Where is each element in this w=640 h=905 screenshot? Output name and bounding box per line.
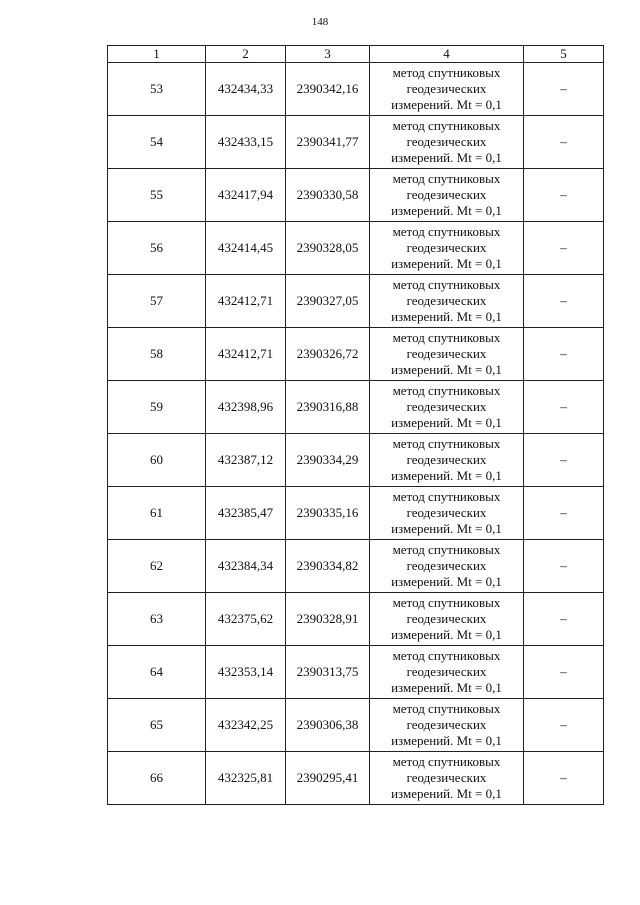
table-row — [108, 540, 604, 593]
point-number-cell: 54 — [108, 116, 206, 169]
y-coordinate-cell: 2390306,38 — [286, 699, 370, 752]
x-coordinate-cell: 432325,81 — [206, 752, 286, 805]
x-coordinate-cell: 432414,45 — [206, 222, 286, 275]
method-cell — [370, 752, 524, 805]
table-row — [108, 487, 604, 540]
method-text-line: геодезических — [406, 81, 487, 96]
method-text-line: геодезических — [406, 717, 487, 732]
method-text-line: метод спутниковых — [392, 118, 501, 133]
method-text-line: измерений. Mt = 0,1 — [391, 150, 502, 165]
y-coordinate-cell: 2390326,72 — [286, 328, 370, 381]
point-number-cell: 66 — [108, 752, 206, 805]
point-number-cell: 65 — [108, 699, 206, 752]
method-text-line: метод спутниковых — [392, 171, 501, 186]
table-row — [108, 699, 604, 752]
x-coordinate-cell: 432342,25 — [206, 699, 286, 752]
method-text-line: геодезических — [406, 558, 487, 573]
column-5-cell: – — [524, 116, 604, 169]
y-coordinate-cell: 2390335,16 — [286, 487, 370, 540]
y-coordinate-cell: 2390295,41 — [286, 752, 370, 805]
method-text-line: геодезических — [406, 770, 487, 785]
method-text-line: метод спутниковых — [392, 754, 501, 769]
point-number-cell: 60 — [108, 434, 206, 487]
point-number-cell: 57 — [108, 275, 206, 328]
column-5-cell: – — [524, 222, 604, 275]
method-text-line: измерений. Mt = 0,1 — [391, 309, 502, 324]
method-text-line: измерений. Mt = 0,1 — [391, 680, 502, 695]
method-text-line: измерений. Mt = 0,1 — [391, 627, 502, 642]
page-number: 148 — [311, 16, 329, 28]
table-row — [108, 275, 604, 328]
method-text-line: измерений. Mt = 0,1 — [391, 733, 502, 748]
x-coordinate-cell: 432412,71 — [206, 328, 286, 381]
column-header-5: 5 — [524, 46, 604, 63]
column-5-cell: – — [524, 275, 604, 328]
table-row — [108, 381, 604, 434]
method-text-line: измерений. Mt = 0,1 — [391, 574, 502, 589]
method-text-line: измерений. Mt = 0,1 — [391, 203, 502, 218]
x-coordinate-cell: 432385,47 — [206, 487, 286, 540]
x-coordinate-cell: 432433,15 — [206, 116, 286, 169]
table-row — [108, 63, 604, 116]
method-text-line: измерений. Mt = 0,1 — [391, 468, 502, 483]
table-row — [108, 116, 604, 169]
method-cell — [370, 328, 524, 381]
coordinates-table — [107, 45, 604, 805]
method-text-line: геодезических — [406, 664, 487, 679]
column-header-4: 4 — [370, 46, 524, 63]
method-text-line: метод спутниковых — [392, 489, 501, 504]
method-text-line: измерений. Mt = 0,1 — [391, 256, 502, 271]
method-cell — [370, 63, 524, 116]
y-coordinate-cell: 2390334,29 — [286, 434, 370, 487]
method-text-line: геодезических — [406, 452, 487, 467]
method-cell — [370, 646, 524, 699]
point-number-cell: 63 — [108, 593, 206, 646]
y-coordinate-cell: 2390328,05 — [286, 222, 370, 275]
y-coordinate-cell: 2390316,88 — [286, 381, 370, 434]
y-coordinate-cell: 2390313,75 — [286, 646, 370, 699]
method-cell — [370, 116, 524, 169]
column-5-cell: – — [524, 646, 604, 699]
method-text-line: метод спутниковых — [392, 277, 501, 292]
method-cell — [370, 699, 524, 752]
method-cell — [370, 275, 524, 328]
y-coordinate-cell: 2390342,16 — [286, 63, 370, 116]
y-coordinate-cell: 2390341,77 — [286, 116, 370, 169]
column-5-cell: – — [524, 699, 604, 752]
method-text-line: геодезических — [406, 187, 487, 202]
column-5-cell: – — [524, 487, 604, 540]
point-number-cell: 55 — [108, 169, 206, 222]
column-5-cell: – — [524, 540, 604, 593]
table-row — [108, 593, 604, 646]
method-text-line: измерений. Mt = 0,1 — [391, 786, 502, 801]
method-text-line: метод спутниковых — [392, 65, 501, 80]
column-header-1: 1 — [108, 46, 206, 63]
x-coordinate-cell: 432387,12 — [206, 434, 286, 487]
point-number-cell: 53 — [108, 63, 206, 116]
method-text-line: метод спутниковых — [392, 436, 501, 451]
method-text-line: геодезических — [406, 399, 487, 414]
column-5-cell: – — [524, 381, 604, 434]
method-text-line: метод спутниковых — [392, 330, 501, 345]
method-cell — [370, 434, 524, 487]
table-header-row — [108, 46, 604, 63]
column-5-cell: – — [524, 593, 604, 646]
method-text-line: геодезических — [406, 505, 487, 520]
x-coordinate-cell: 432375,62 — [206, 593, 286, 646]
method-text-line: измерений. Mt = 0,1 — [391, 97, 502, 112]
method-text-line: геодезических — [406, 134, 487, 149]
method-cell — [370, 381, 524, 434]
method-text-line: геодезических — [406, 240, 487, 255]
x-coordinate-cell: 432353,14 — [206, 646, 286, 699]
x-coordinate-cell: 432434,33 — [206, 63, 286, 116]
y-coordinate-cell: 2390328,91 — [286, 593, 370, 646]
method-text-line: метод спутниковых — [392, 595, 501, 610]
method-text-line: геодезических — [406, 611, 487, 626]
table-row — [108, 328, 604, 381]
method-cell — [370, 222, 524, 275]
table-row — [108, 222, 604, 275]
table-row — [108, 434, 604, 487]
point-number-cell: 61 — [108, 487, 206, 540]
column-5-cell: – — [524, 63, 604, 116]
x-coordinate-cell: 432384,34 — [206, 540, 286, 593]
point-number-cell: 56 — [108, 222, 206, 275]
column-5-cell: – — [524, 169, 604, 222]
x-coordinate-cell: 432417,94 — [206, 169, 286, 222]
method-text-line: измерений. Mt = 0,1 — [391, 362, 502, 377]
method-cell — [370, 487, 524, 540]
table-row — [108, 752, 604, 805]
method-text-line: метод спутниковых — [392, 701, 501, 716]
method-text-line: метод спутниковых — [392, 224, 501, 239]
method-text-line: метод спутниковых — [392, 542, 501, 557]
column-header-2: 2 — [206, 46, 286, 63]
y-coordinate-cell: 2390334,82 — [286, 540, 370, 593]
point-number-cell: 59 — [108, 381, 206, 434]
column-5-cell: – — [524, 434, 604, 487]
method-text-line: метод спутниковых — [392, 383, 501, 398]
method-cell — [370, 593, 524, 646]
method-text-line: измерений. Mt = 0,1 — [391, 415, 502, 430]
table-row — [108, 169, 604, 222]
point-number-cell: 58 — [108, 328, 206, 381]
column-5-cell: – — [524, 328, 604, 381]
point-number-cell: 64 — [108, 646, 206, 699]
point-number-cell: 62 — [108, 540, 206, 593]
x-coordinate-cell: 432412,71 — [206, 275, 286, 328]
method-text-line: измерений. Mt = 0,1 — [391, 521, 502, 536]
method-text-line: геодезических — [406, 346, 487, 361]
table-row — [108, 646, 604, 699]
method-text-line: геодезических — [406, 293, 487, 308]
column-header-3: 3 — [286, 46, 370, 63]
y-coordinate-cell: 2390327,05 — [286, 275, 370, 328]
method-text-line: метод спутниковых — [392, 648, 501, 663]
method-cell — [370, 540, 524, 593]
method-cell — [370, 169, 524, 222]
column-5-cell: – — [524, 752, 604, 805]
x-coordinate-cell: 432398,96 — [206, 381, 286, 434]
y-coordinate-cell: 2390330,58 — [286, 169, 370, 222]
